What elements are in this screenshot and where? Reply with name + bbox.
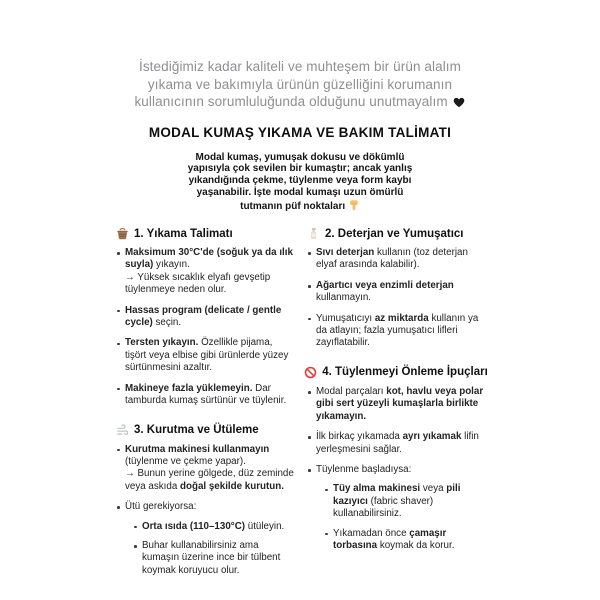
text-run: → Bunun yerine gölgede, düz zeminde veya askıda: [125, 468, 294, 492]
bullet-text: [125, 444, 294, 469]
text-run: → Yüksek sıcaklık elyafı gevşetip tüylenmeye neden olur.: [125, 271, 271, 296]
sub-list-item: [323, 483, 485, 520]
wind-icon: [116, 424, 129, 437]
section-title: 2. Deterjan ve Yumuşatıcı: [325, 227, 464, 240]
intro-text: [0, 0, 600, 111]
bullet-list: [115, 247, 294, 407]
text-run-bold: Maksimum 30°C'de (soğuk ya da ılık suyla): [125, 247, 293, 271]
text-run-bold: Tüy alma makinesi: [333, 483, 421, 495]
text-run: Buhar kullanabilirsiniz ama kumaşın üzerine ince bir tülbent koymak koruyucu olur.: [142, 539, 281, 576]
intro-line-3-text: kullanıcının sorumluluğunda olduğunu unutmayalım: [134, 94, 448, 109]
text-run-bold: Kurutma makinesi kullanmayın: [125, 443, 270, 455]
text-run: Yıkamadan önce: [333, 527, 410, 539]
section-header: [307, 366, 488, 379]
bullet-text: [142, 521, 294, 533]
sub-list-item: [323, 528, 485, 553]
text-run-bold: kot, havlu veya polar gibi sert yüzeyli kumaşlarla birlikte yıkamayın.: [316, 385, 484, 422]
list-item: [115, 501, 294, 577]
sub-list-item: [132, 521, 294, 533]
left-column: [115, 227, 294, 585]
text-run: kullanmayın.: [316, 292, 371, 304]
bullet-text: [125, 305, 294, 330]
list-item: [115, 337, 294, 374]
bullet-text: [125, 383, 294, 408]
bullet-text: [333, 483, 485, 520]
description-line-text: yaşanabilir. İşte modal kumaşı uzun ömürlü: [196, 187, 404, 199]
bullet-text: [316, 464, 485, 476]
sub-bullet-list: [316, 483, 485, 552]
description-line-text: yıkandığında çekme, tüylenme veya form kaybı: [188, 175, 412, 187]
text-run-bold: az miktarda: [374, 312, 429, 324]
text-run-bold: Orta ısıda (110–130°C): [142, 520, 246, 532]
text-run: kullanın (toz deterjan elyaf arasında kalabilir).: [316, 247, 468, 271]
list-item: [306, 280, 485, 305]
text-run: Özellikle pijama, tişört veya elbise gibi ürünlerde yüzey sürtünmesini azaltır.: [125, 337, 289, 374]
description: [0, 152, 600, 214]
description-line-text: tutmanın püf noktaları: [240, 201, 346, 213]
section-3: [306, 227, 485, 350]
pointing-down-icon: [348, 199, 360, 211]
list-item: [306, 464, 485, 552]
sub-bullet-list: [125, 521, 294, 578]
bullet-list: [306, 247, 485, 350]
text-run: seçin.: [152, 317, 182, 329]
text-run-bold: ayrı yıkamak: [402, 431, 462, 443]
bullet-text: [125, 247, 294, 272]
section-title: 4. Tüylenmeyi Önleme İpuçları: [322, 366, 488, 379]
text-run: lifin yerleşmesini sağlar.: [316, 431, 479, 455]
text-run-bold: doğal şekilde kurutun.: [180, 480, 284, 492]
list-item: [306, 313, 485, 350]
lotion-bottle-icon: [307, 227, 320, 240]
bullet-text: [125, 501, 294, 513]
bullet-list: [115, 444, 294, 578]
bullet-text: [316, 313, 485, 350]
text-run: Yumuşatıcıyı: [316, 312, 375, 324]
text-run: ütüleyin.: [245, 520, 285, 532]
text-run: Dar tamburda kumaş sürtünür ve tüylenir.: [125, 382, 287, 407]
bullet-text: [333, 528, 485, 553]
intro-line-2: yıkama ve bakımıyla ürünün güzelliğini korumanın: [147, 76, 453, 92]
bullet-text: [142, 540, 294, 577]
list-item: [115, 444, 294, 494]
section-header: [116, 227, 294, 240]
description-line: [0, 152, 600, 164]
bullet-text: [316, 386, 485, 423]
bullet-text: [316, 431, 485, 456]
text-run: (tüylenme ve çekme yapar).: [125, 455, 246, 467]
columns: [115, 227, 488, 585]
text-run-bold: Hassas program (delicate / gentle cycle): [125, 304, 282, 329]
section-title: 1. Yıkama Talimatı: [134, 227, 233, 240]
intro-line-1: İstediğimiz kadar kaliteli ve muhteşem bir ürün alalım: [138, 59, 462, 74]
section-header: [307, 227, 485, 240]
list-item: [115, 383, 294, 408]
text-run: (fabric shaver) kullanabilirsiniz.: [333, 495, 434, 520]
text-run-bold: Tersten yıkayın.: [125, 337, 199, 349]
list-item: [115, 247, 294, 297]
text-run: İlk birkaç yıkamada: [316, 431, 403, 443]
list-item: [115, 305, 294, 330]
bullet-text: [316, 280, 485, 305]
sub-list-item: [132, 540, 294, 577]
text-run: koymak da korur.: [377, 539, 455, 551]
description-line-text: yapısıyla çok sevilen bir kumaştır; ancak yanlış: [187, 163, 413, 175]
black-heart-icon: [452, 95, 466, 109]
intro-line-3: [0, 93, 600, 111]
section-4: [306, 366, 488, 552]
text-run: Modal parçaları: [316, 385, 387, 397]
text-run-bold: Makineye fazla yüklemeyin.: [125, 382, 253, 394]
list-item: [306, 431, 485, 456]
text-run: yıkayın.: [153, 259, 190, 271]
section-2: [115, 424, 294, 578]
text-run-bold: çamaşır torbasına: [333, 527, 447, 551]
section-1: [115, 227, 294, 407]
description-line: [0, 199, 600, 213]
description-line: [0, 163, 600, 175]
description-line: [0, 187, 600, 199]
section-header: [116, 424, 294, 437]
text-run: kullanın ya da atlayın; fazla yumuşatıcı lifleri zayıflatabilir.: [316, 312, 479, 349]
section-title: 3. Kurutma ve Ütüleme: [134, 424, 259, 436]
list-item: [306, 386, 485, 423]
text-run-bold: Ağartıcı veya enzimli deterjan: [316, 279, 454, 291]
bullet-text: [125, 337, 294, 374]
page-title: MODAL KUMAŞ YIKAMA VE BAKIM TALİMATI: [148, 124, 452, 140]
prohibited-icon: [304, 366, 317, 379]
description-line-text: Modal kumaş, yumuşak dokusu ve dökümlü: [195, 151, 405, 163]
bullet-text: [316, 247, 485, 272]
description-line: [0, 175, 600, 187]
laundry-basket-icon: [116, 227, 129, 240]
bullet-text: [125, 272, 294, 297]
bullet-text: [125, 468, 294, 493]
text-run: Tüylenme başladıysa:: [316, 463, 412, 475]
bullet-list: [306, 386, 485, 552]
right-column: [306, 227, 488, 585]
text-run: Ütü gerekiyorsa:: [125, 501, 197, 513]
text-run: veya: [420, 483, 447, 495]
list-item: [306, 247, 485, 272]
text-run-bold: Sıvı deterjan: [316, 247, 375, 259]
text-run-bold: pili kazıyıcı: [333, 483, 461, 507]
